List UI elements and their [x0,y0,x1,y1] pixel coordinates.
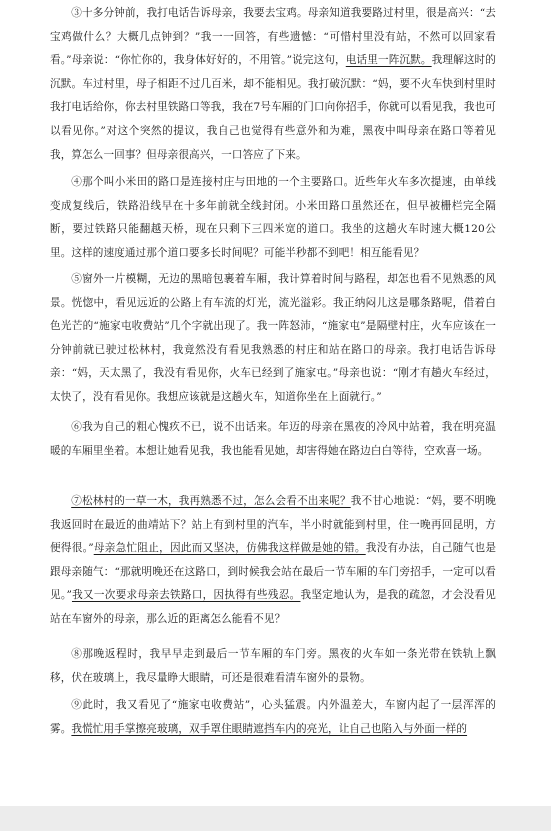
paragraph-8 [50,643,496,690]
paragraph-3 [50,2,496,167]
paragraph-4 [50,171,496,265]
text-segment: ⑧那晚返程时，我早早走到最后一节车厢的车门旁。黑夜的火车如一条光带在铁轨上飘移，伏在玻璃上，我尽量睁大眼睛，可还是很难看清车窗外的景物。 [50,648,496,684]
text-segment: ⑨此时，我又看见了“施家屯收费站”，心头猛震。内外温差大，车窗内起了一层浑浑的雾。 [50,699,496,735]
underlined-sentence: 母亲急忙阻止，因此而又坚决，仿佛我这样做是她的错。 [93,542,366,555]
text-segment: 我坚定地认为，是我的疏忽，才会没看见站在车窗外的母亲，那么近的距离怎么能看不见？ [50,589,496,625]
text-segment: ⑤窗外一片模糊，无边的黑暗包裹着车厢，我计算着时间与路程，却怎也看不见熟悉的风景。恍惚中，看见远近的公路上有车流的灯光，流光溢彩。我正纳闷儿这是哪条路呢，借着白色光芒的“施家屯收费站”几个字就出现了。我一阵怒沛，“施家屯”是隔壁村庄，火车应该在一分钟前就已驶过松林村，我竟然没有看见我熟悉的村庄和站在路口的母亲。我打电话告诉母亲：“妈，天太黑了，我没有看见你，火车已经到了施家屯。”母亲也说：“刚才有趟火车经过，太快了，没有看见你。我想应该就是这趟火车，知道你坐在上面就行。” [50,273,496,403]
text-segment: 我没有办法，自己随气也是跟母亲随气：“那就明晚还在这路口，到时候我会站在最后一节车厢的车门旁招手，一定可以看见。” [50,542,497,602]
underlined-sentence: 我又一次要求母亲去铁路口，因执得有些残忍。 [71,589,301,602]
paragraph-9 [50,694,496,741]
page-bottom-margin [0,806,551,831]
paragraph-7 [50,490,496,632]
underlined-sentence: 电话里一阵沉默。 [345,54,432,67]
paragraph-6 [50,416,496,463]
text-segment: ③十多分钟前，我打电话告诉母亲，我要去宝鸡。母亲知道我要路过村里，很是高兴：“去宝鸡做什么？大概几点钟到？”我一一回答，有些遗憾：“可惜村里没有站，不然可以回家看看。”母亲说：“你忙你的，我身体好好的，不用管。”说完这句， [50,7,496,67]
underlined-sentence: ⑦松林村的一草一木，我再熟悉不过，怎么会看不出来呢？ [71,495,351,507]
text-segment: ⑥我为自己的粗心愧疚不已，说不出话来。年迈的母亲在黑夜的冷风中站着，我在明亮温暖的车厢里坐着。本想让她看见我，我也能看见她，却害得她在路边白白等待，空欢喜一场。 [50,421,496,457]
text-segment: ④那个叫小米田的路口是连接村庄与田地的一个主要路口。近些年火车多次提速，由单线变成复线后，铁路沿线早在十多年前就全线封闭。小米田路口虽然还在，但早被栅栏完全隔断，要过铁路只能翻越天桥，现在只剩下三四米宽的道口。我坐的这趟火车时速大概120公里。这样的速度通过那个道口要多长时间呢？可能半秒都不到吧！相互能看见？ [50,176,496,259]
text-segment: 我理解这时的沉默。车过村里，母子相距不过几百米，却不能相见。我打破沉默：“妈，要不火车快到村里时我打电话给你，你去村里铁路口等我，我在7号车厢的门口向你招手，你就可以看见我，我也可以看见你。”对这个突然的提议，我自己也觉得有些意外和为难，黑夜中叫母亲在路口等着见我，算怎么一回事？但母亲很高兴，一口答应了下来。 [50,54,496,161]
paragraph-5 [50,268,496,410]
text-segment: 我不甘心地说：“妈，要不明晚我返回时在最近的曲靖站下？站上有到村里的汽车，半小时就能到村里，住一晚再回昆明，方便得很。” [50,495,496,555]
underlined-sentence: 我慌忙用手掌擦亮玻璃，双手罩住眼睛遮挡车内的亮光，让自己也陷入与外面一样的 [71,722,468,735]
